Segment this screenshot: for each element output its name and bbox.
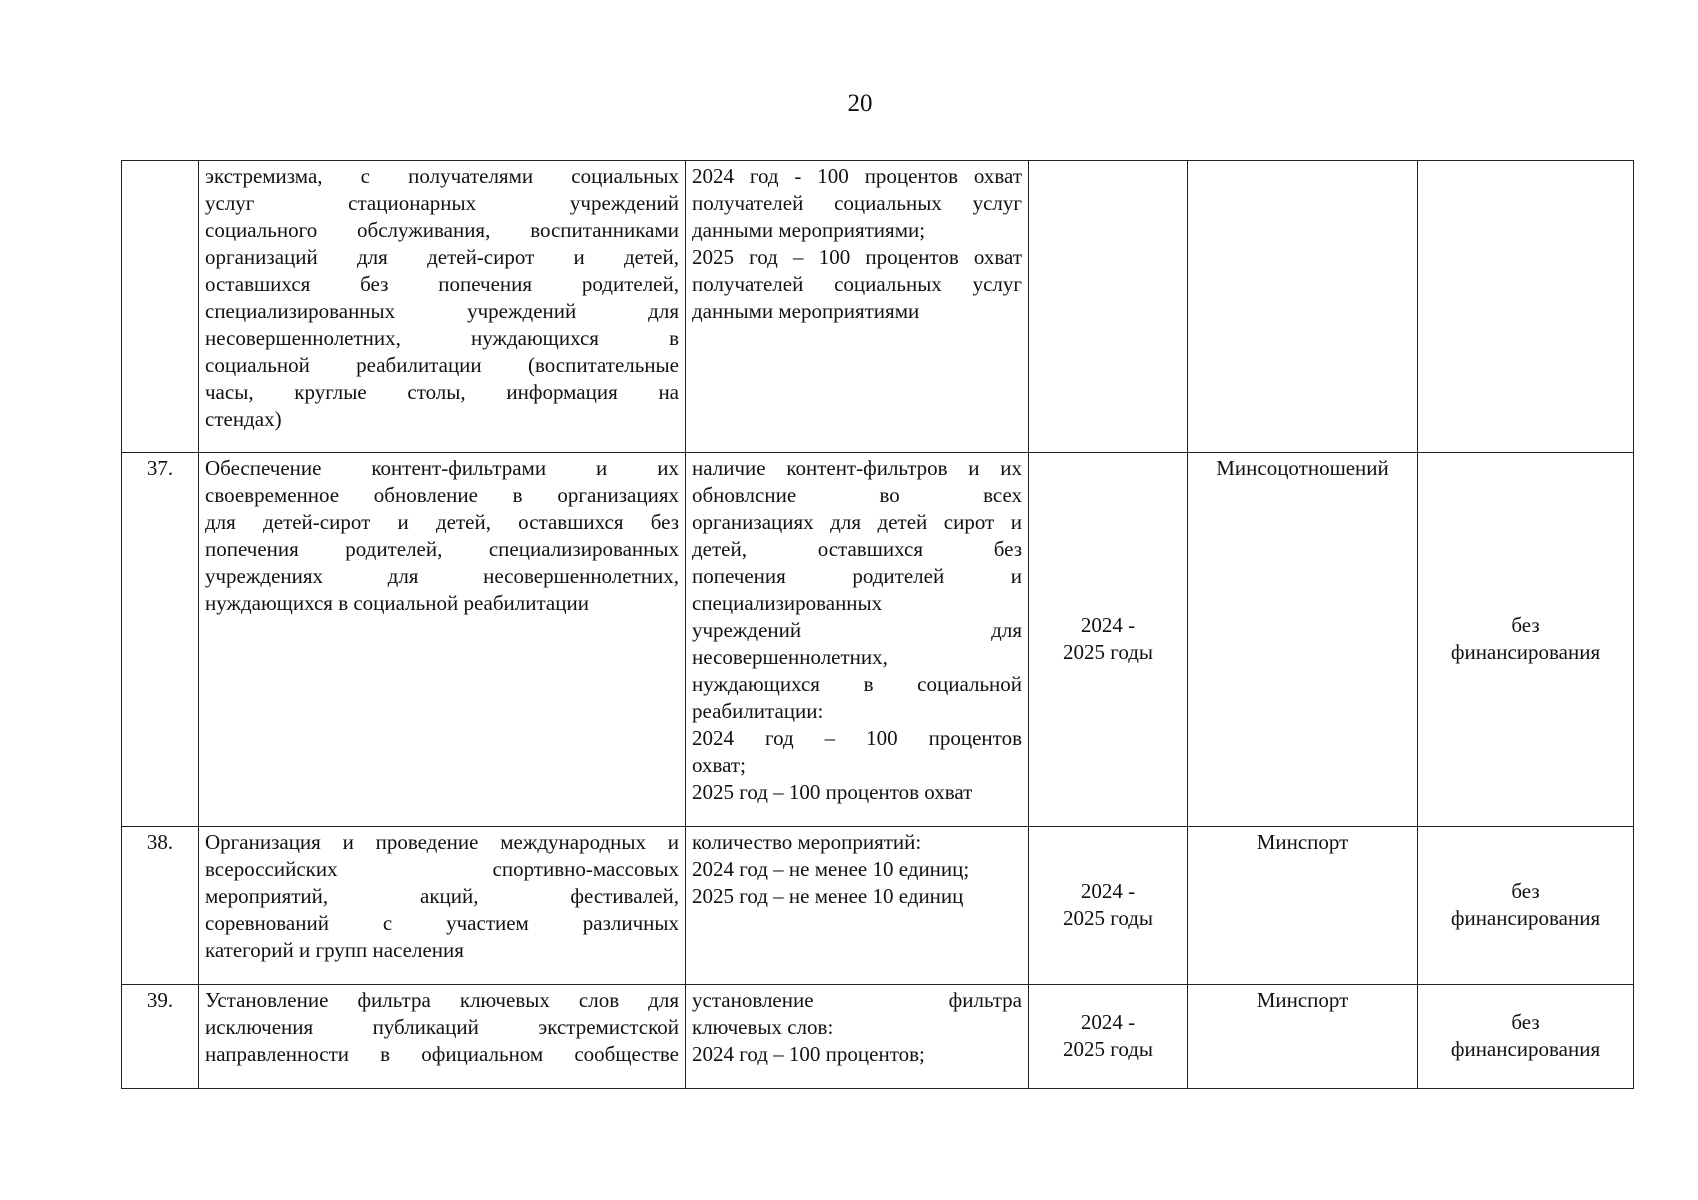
event-cell: Организация и проведение международных и всероссийских спортивно-массовых мероприятий, акций, фестивалей, соревнований с участием различных категорий и групп населения xyxy=(199,827,686,985)
period-cell: 2024 - 2025 годы xyxy=(1029,827,1188,985)
event-cell: Установление фильтра ключевых слов для исключения публикаций экстремистской направленности в официальном сообществе xyxy=(199,985,686,1089)
financing-cell: без финансирования xyxy=(1418,453,1634,827)
responsible-cell: Минспорт xyxy=(1188,827,1418,985)
table-row xyxy=(122,985,1634,1089)
row-number-cell: 37. xyxy=(122,453,199,827)
table-row xyxy=(122,827,1634,985)
row-number-cell: 38. xyxy=(122,827,199,985)
indicator-cell: 2024 год - 100 процентов охват получателей социальных услуг данными мероприятиями; 2025 год – 100 процентов охват получателей социальных услуг данными мероприятиями xyxy=(686,161,1029,453)
row-number-cell xyxy=(122,161,199,453)
table-row xyxy=(122,453,1634,827)
measures-table xyxy=(121,160,1634,1089)
financing-cell: без финансирования xyxy=(1418,827,1634,985)
indicator-cell: установление фильтра ключевых слов: 2024 год – 100 процентов; xyxy=(686,985,1029,1089)
event-cell: Обеспечение контент-фильтрами и их своевременное обновление в организациях для детей-сирот и детей, оставшихся без попечения родителей, специализированных учреждениях для несовершеннолетних, нуждающихся в социальной реабилитации xyxy=(199,453,686,827)
event-cell: экстремизма, с получателями социальных услуг стационарных учреждений социального обслуживания, воспитанниками организаций для детей-сирот и детей, оставшихся без попечения родителей, специализированных учреждений для несовершеннолетних, нуждающихся в социальной реабилитации (воспитательные часы, круглые столы, информация на стендах) xyxy=(199,161,686,453)
page-number: 20 xyxy=(847,90,873,117)
table-row xyxy=(122,161,1634,453)
period-cell: 2024 - 2025 годы xyxy=(1029,985,1188,1089)
indicator-cell: количество мероприятий: 2024 год – не менее 10 единиц; 2025 год – не менее 10 единиц xyxy=(686,827,1029,985)
period-cell xyxy=(1029,161,1188,453)
responsible-cell: Минсоцотношений xyxy=(1188,453,1418,827)
period-cell: 2024 - 2025 годы xyxy=(1029,453,1188,827)
responsible-cell xyxy=(1188,161,1418,453)
responsible-cell: Минспорт xyxy=(1188,985,1418,1089)
financing-cell: без финансирования xyxy=(1418,985,1634,1089)
row-number-cell: 39. xyxy=(122,985,199,1089)
financing-cell xyxy=(1418,161,1634,453)
indicator-cell: наличие контент-фильтров и их обновлсние во всех организациях для детей сирот и детей, оставшихся без попечения родителей и специализированных учреждений для несовершеннолетних, нуждающихся в социальной реабилитации: 2024 год – 100 процентов охват; 2025 год – 100 процентов охват xyxy=(686,453,1029,827)
